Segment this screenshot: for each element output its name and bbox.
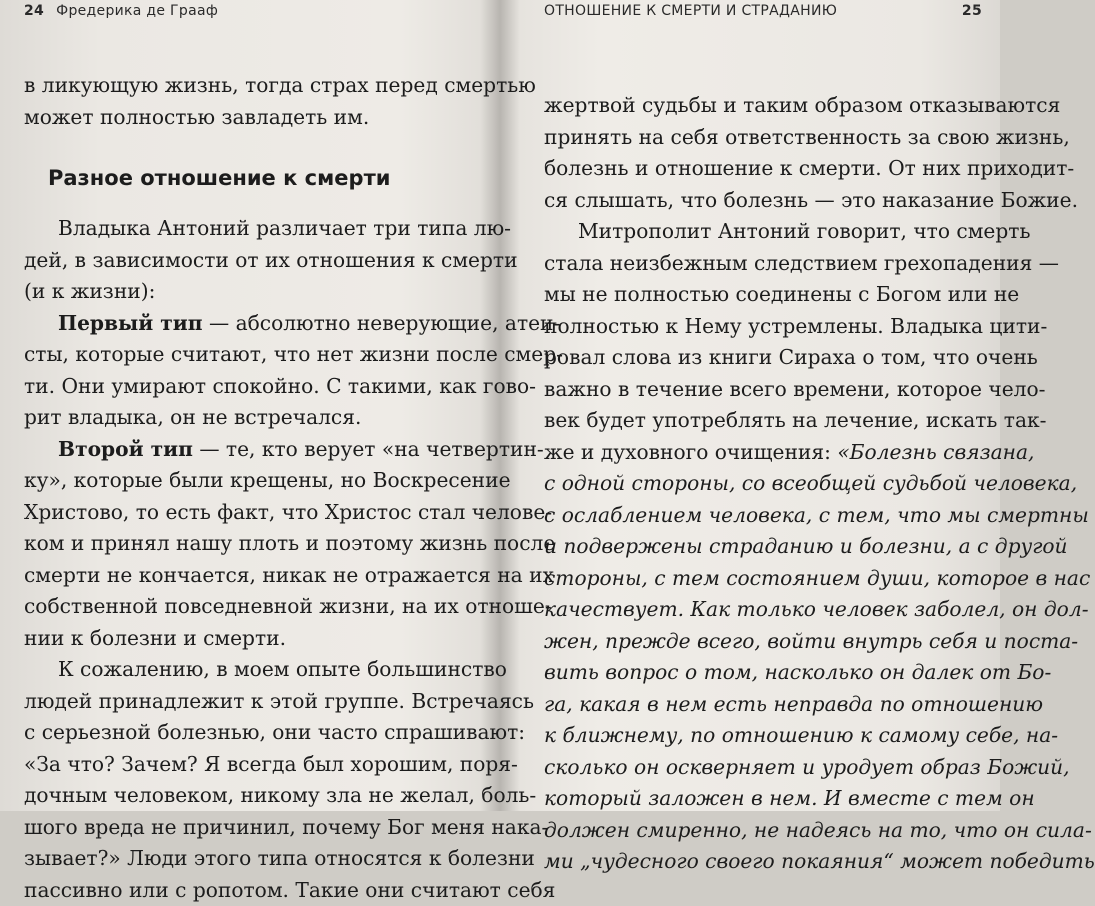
quote-line: вить вопрос о том, насколько он далек от Бо- — [544, 657, 980, 689]
left-page-text — [24, 70, 482, 906]
text-line: рит владыка, он не встречался. — [24, 402, 482, 434]
text-line: К сожалению, в моем опыте большинство — [24, 654, 482, 686]
left-running-title: Фредерика де Грааф — [56, 3, 218, 19]
text-line: нии к болезни и смерти. — [24, 623, 482, 655]
text-line: ком и принял нашу плоть и поэтому жизнь после — [24, 528, 482, 560]
quote-line: качествует. Как только человек заболел, он дол- — [544, 594, 980, 626]
quote-line: сколько он оскверняет и уродует образ Божий, — [544, 752, 980, 784]
text-line: смерти не кончается, никак не отражается на их — [24, 560, 482, 592]
text-line: век будет употреблять на лечение, искать так- — [544, 405, 980, 437]
text-line: зывает?» Люди этого типа относятся к болезни — [24, 843, 482, 875]
quote-line: к ближнему, по отношению к самому себе, на- — [544, 720, 980, 752]
text-line: полностью к Нему устремлены. Владыка цити- — [544, 311, 980, 343]
bold-term: Первый тип — [58, 311, 203, 335]
text-line: жертвой судьбы и таким образом отказываются — [544, 90, 980, 122]
text-line: с серьезной болезнью, они часто спрашивают: — [24, 717, 482, 749]
text-line: людей принадлежит к этой группе. Встречаясь — [24, 686, 482, 718]
text-line: дочным человеком, никому зла не желал, боль- — [24, 780, 482, 812]
text-line: в ликующую жизнь, тогда страх перед смертью — [24, 70, 482, 102]
left-page — [0, 0, 496, 811]
right-running-head — [544, 3, 982, 19]
right-page-number: 25 — [962, 3, 982, 19]
text-line: же и духовного очищения: «Болезнь связана, — [544, 437, 980, 469]
text-line: мы не полностью соединены с Богом или не — [544, 279, 980, 311]
quote-line: и подвержены страданию и болезни, а с другой — [544, 531, 980, 563]
quote-line: должен смиренно, не надеясь на то, что он сила- — [544, 815, 980, 847]
right-page-text — [544, 90, 980, 878]
quote-line: жен, прежде всего, войти внутрь себя и поста- — [544, 626, 980, 658]
bold-term: Второй тип — [58, 437, 193, 461]
text-line: шого вреда не причинил, почему Бог меня нака- — [24, 812, 482, 844]
text-line: может полностью завладеть им. — [24, 102, 482, 134]
quote-line: ми „чудесного своего покаяния“ может победить — [544, 846, 980, 878]
text-line: Первый тип — абсолютно неверующие, атеи- — [24, 308, 482, 340]
text-line: сты, которые считают, что нет жизни после смер- — [24, 339, 482, 371]
quote-text: «Болезнь связана, — [837, 440, 1034, 464]
text-line: собственной повседневной жизни, на их отноше- — [24, 591, 482, 623]
text-line: стала неизбежным следствием грехопадения — — [544, 248, 980, 280]
quote-line: который заложен в нем. И вместе с тем он — [544, 783, 980, 815]
text-line: «За что? Зачем? Я всегда был хорошим, поря- — [24, 749, 482, 781]
text-line: Владыка Антоний различает три типа лю- — [24, 213, 482, 245]
text-line: ровал слова из книги Сираха о том, что очень — [544, 342, 980, 374]
quote-line: с ослаблением человека, с тем, что мы смертны — [544, 500, 980, 532]
right-page — [504, 0, 1000, 811]
quote-line: с одной стороны, со всеобщей судьбой человека, — [544, 468, 980, 500]
text-line: (и к жизни): — [24, 276, 482, 308]
text-line: принять на себя ответственность за свою жизнь, — [544, 122, 980, 154]
section-heading: Разное отношение к смерти — [24, 161, 482, 195]
text-line: пассивно или с ропотом. Такие они считают себя — [24, 875, 482, 906]
left-running-head — [24, 3, 218, 19]
text-line: ку», которые были крещены, но Воскресение — [24, 465, 482, 497]
text-line: Христово, то есть факт, что Христос стал челове- — [24, 497, 482, 529]
text-line: ся слышать, что болезнь — это наказание Божие. — [544, 185, 980, 217]
quote-line: стороны, с тем состоянием души, которое в нас — [544, 563, 980, 595]
quote-line: га, какая в нем есть неправда по отношению — [544, 689, 980, 721]
right-running-title: ОТНОШЕНИЕ К СМЕРТИ И СТРАДАНИЮ — [544, 3, 837, 19]
text-line: дей, в зависимости от их отношения к смерти — [24, 245, 482, 277]
text-line: ти. Они умирают спокойно. С такими, как гово- — [24, 371, 482, 403]
text-line: болезнь и отношение к смерти. От них приходит- — [544, 153, 980, 185]
text-line: Митрополит Антоний говорит, что смерть — [544, 216, 980, 248]
left-page-number: 24 — [24, 3, 44, 19]
text-line: важно в течение всего времени, которое чело- — [544, 374, 980, 406]
text-line: Второй тип — те, кто верует «на четвертин- — [24, 434, 482, 466]
